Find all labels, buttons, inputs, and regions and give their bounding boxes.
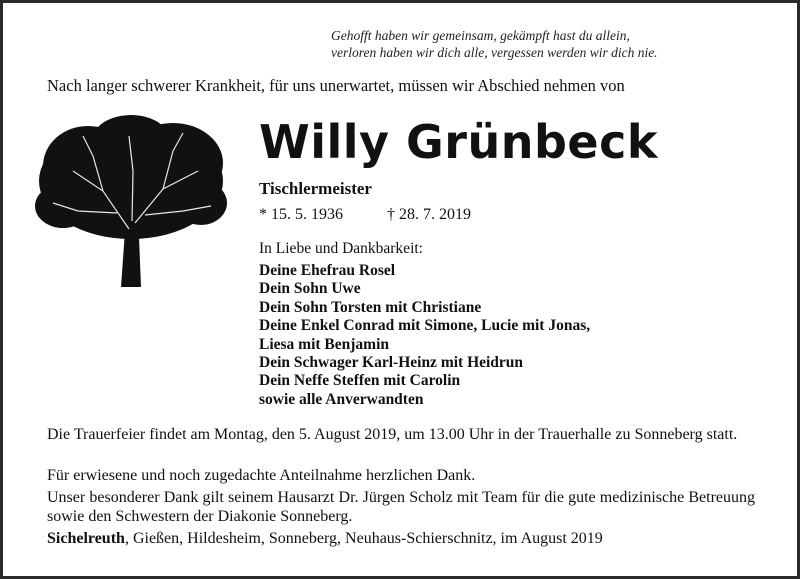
funeral-notice: Die Trauerfeier findet am Montag, den 5. August 2019, um 13.00 Uhr in der Trauerhalle zu Sonneberg statt. — [47, 426, 738, 443]
mourner-line: Dein Sohn Torsten mit Christiane — [259, 298, 482, 316]
obituary-notice — [3, 3, 797, 576]
thanks-notice: Für erwiesene und noch zugedachte Anteilnahme herzlichen Dank. — [47, 467, 476, 484]
intro-text: Nach langer schwerer Krankheit, für uns unerwartet, müssen wir Abschied nehmen von — [47, 76, 625, 95]
life-dates — [259, 206, 471, 224]
tree-icon — [33, 111, 229, 287]
mourner-line: Liesa mit Benjamin — [259, 335, 390, 353]
mourner-line: Dein Schwager Karl-Heinz mit Heidrun — [259, 354, 524, 372]
mourners-list — [259, 262, 590, 409]
special-thanks-notice: Unser besonderer Dank gilt seinem Hausarzt Dr. Jürgen Scholz mit Team für die gute medizinische Betreuung sowie den Schwestern der Diakonie Sonneberg. — [47, 489, 755, 525]
mourners-heading: In Liebe und Dankbarkeit: — [259, 240, 423, 257]
motto-line-2: verloren haben wir dich alle, vergessen werden wir dich nie. — [331, 45, 658, 60]
mourner-line: Deine Enkel Conrad mit Simone, Lucie mit Jonas, — [259, 317, 591, 335]
motto-line-1: Gehofft haben wir gemeinsam, gekämpft hast du allein, — [331, 28, 630, 43]
place-primary: Sichelreuth — [47, 530, 125, 547]
mourner-line: Deine Ehefrau Rosel — [259, 262, 396, 279]
place-and-date — [47, 529, 755, 548]
deceased-name: Willy Grünbeck — [259, 115, 658, 169]
deceased-profession: Tischlermeister — [259, 179, 372, 198]
mourner-line: Dein Sohn Uwe — [259, 280, 361, 298]
mourner-line: Dein Neffe Steffen mit Carolin — [259, 372, 461, 390]
birth-date: * 15. 5. 1936 — [259, 206, 343, 223]
motto-quote — [331, 27, 751, 61]
place-rest: , Gießen, Hildesheim, Sonneberg, Neuhaus-Schierschnitz, im August 2019 — [124, 530, 603, 547]
death-date: † 28. 7. 2019 — [387, 206, 471, 223]
mourner-line: sowie alle Anverwandten — [259, 390, 424, 408]
